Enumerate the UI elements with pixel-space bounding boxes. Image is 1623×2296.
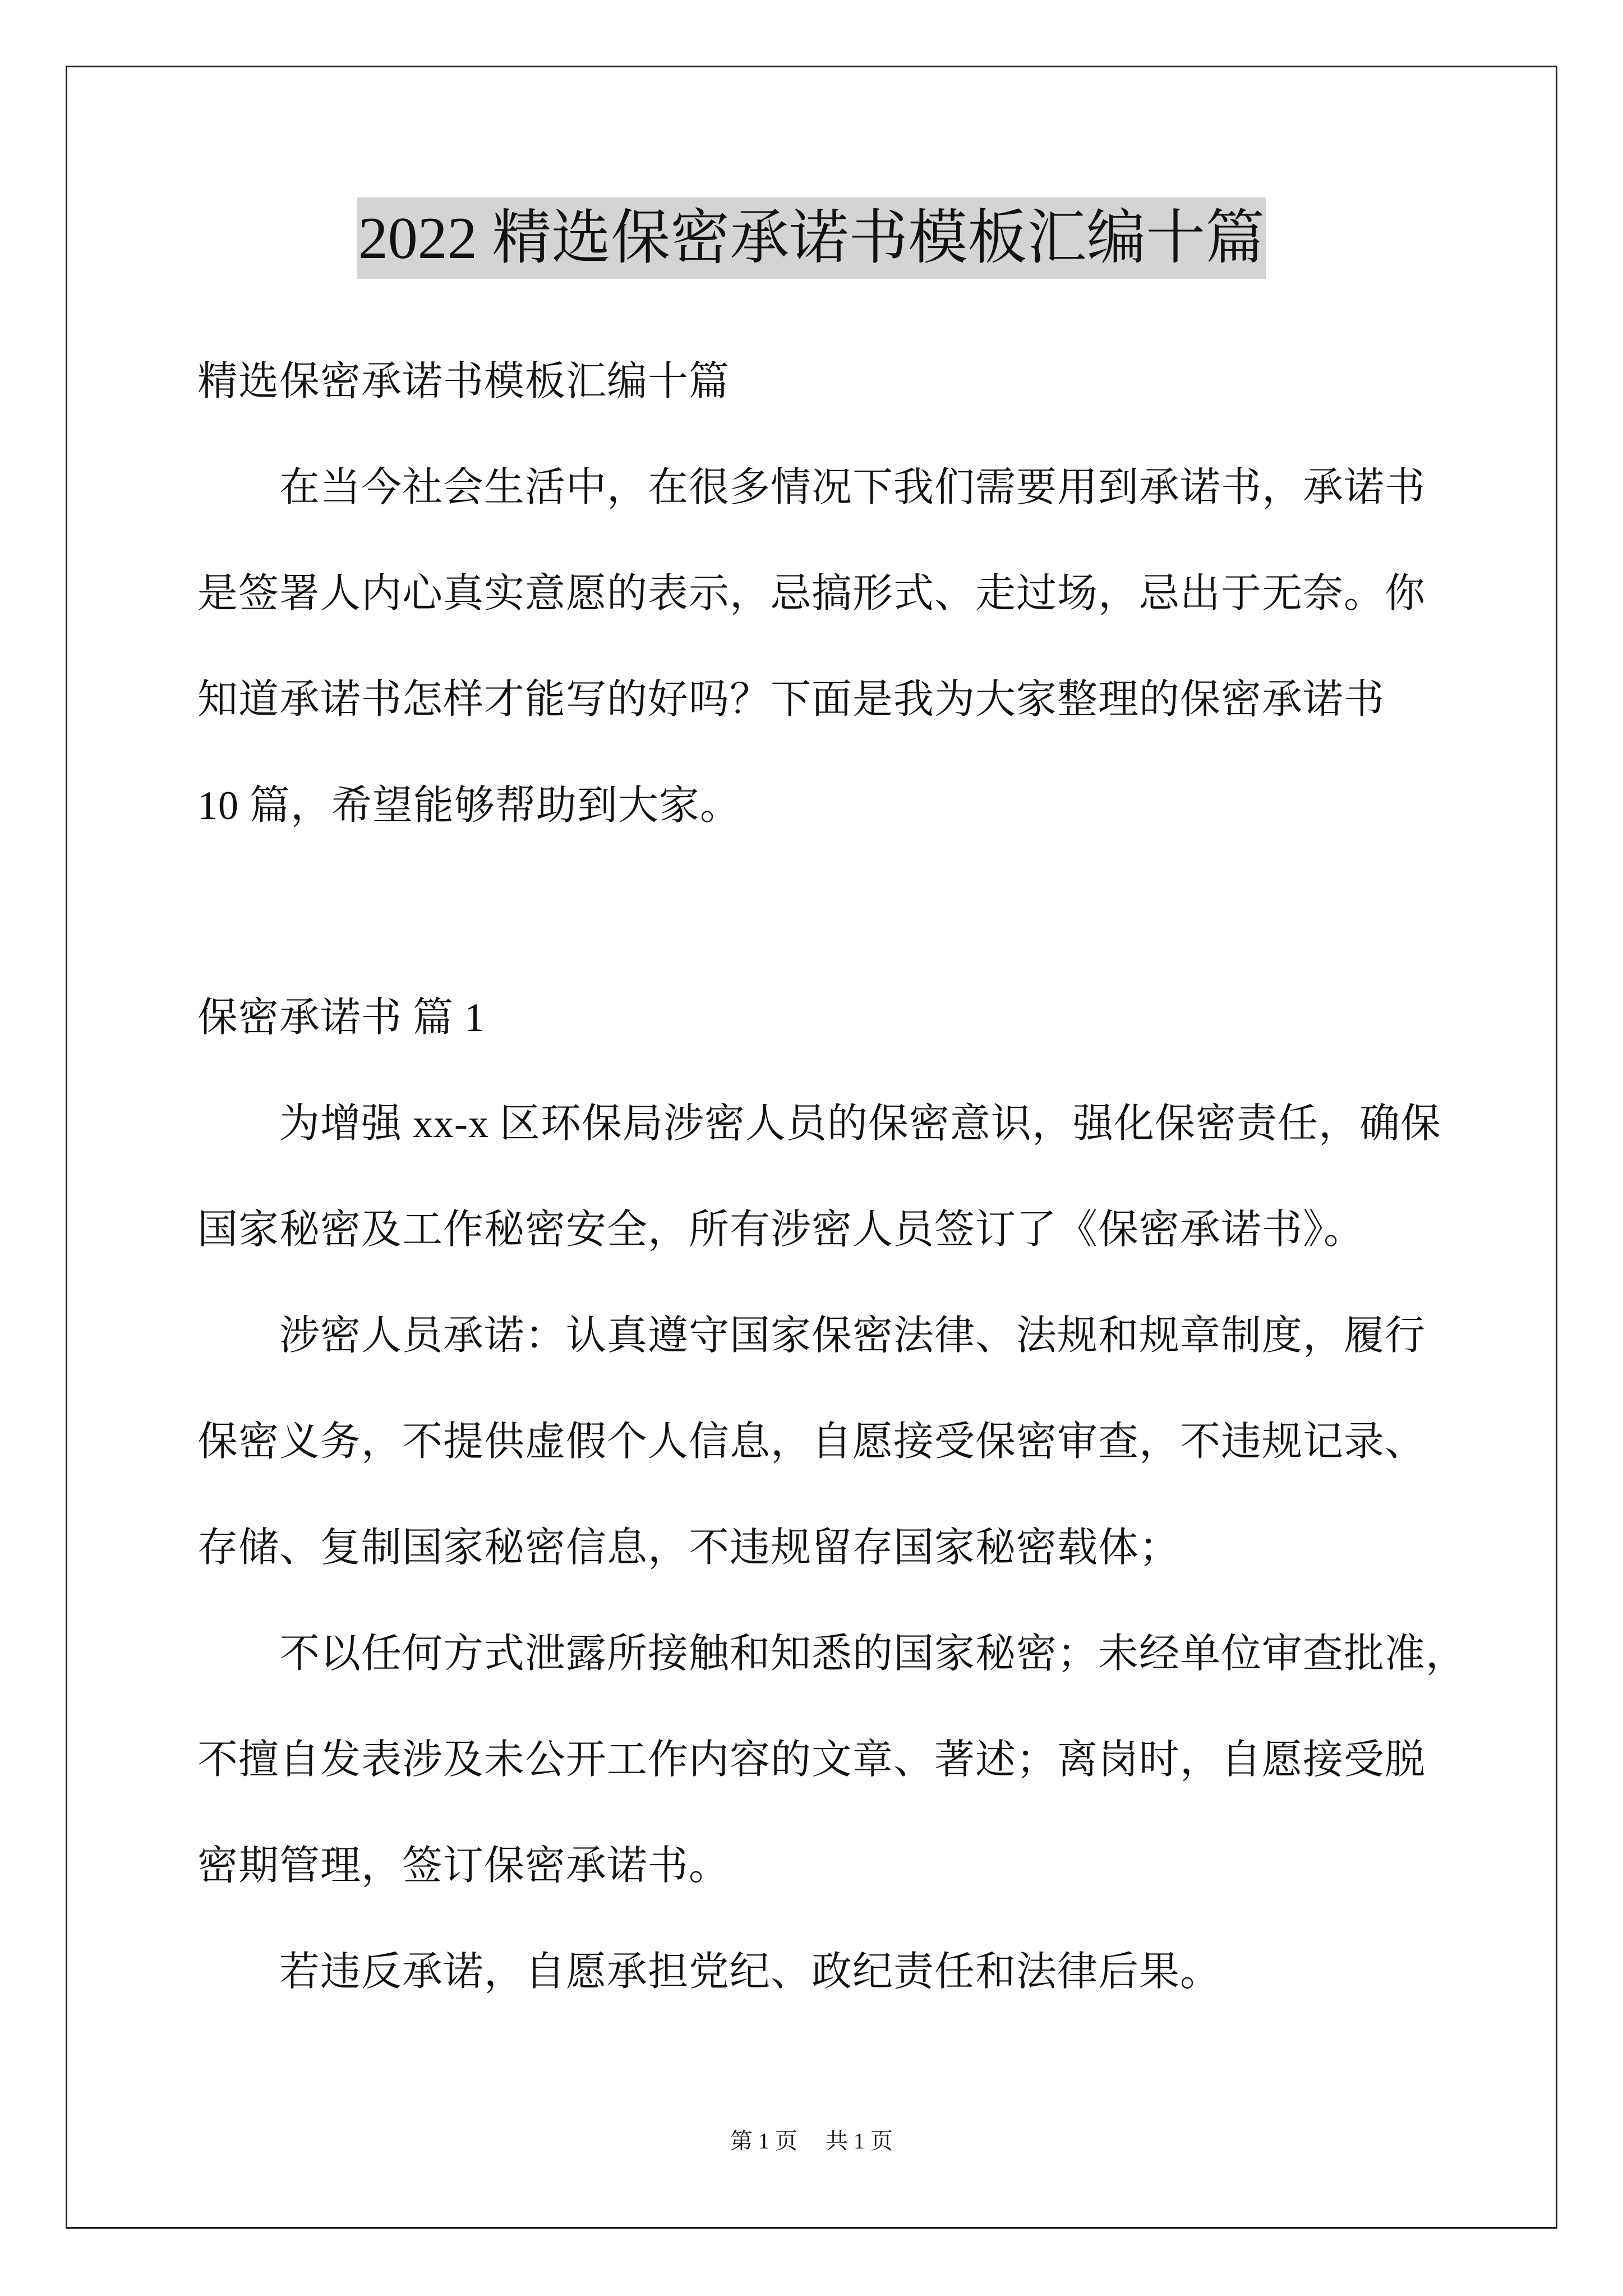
paragraph: [197, 1071, 1543, 1283]
paragraph-line: 10 篇，希望能够帮助到大家。: [197, 783, 741, 828]
paragraph-line: 保密义务，不提供虚假个人信息，自愿接受保密审查，不违规记录、: [197, 1419, 1426, 1464]
paragraph-line: 在当今社会生活中，在很多情况下我们需要用到承诺书，承诺书: [279, 465, 1426, 510]
document-body: [197, 329, 1543, 2025]
section-heading: 保密承诺书 篇 1: [197, 995, 486, 1040]
subtitle: 精选保密承诺书模板汇编十篇: [197, 359, 730, 404]
paragraph-line: 密期管理，签订保密承诺书。: [197, 1843, 730, 1888]
paragraph-line: 是签署人内心真实意愿的表示，忌搞形式、走过场，忌出于无奈。你: [197, 571, 1426, 616]
paragraph: [197, 1919, 1543, 2025]
page-number-current: 第 1 页: [730, 2128, 797, 2154]
paragraph-line: 不擅自发表涉及未公开工作内容的文章、著述；离岗时，自愿接受脱: [197, 1737, 1426, 1782]
paragraph-line: 不以任何方式泄露所接触和知悉的国家秘密；未经单位审查批准，: [279, 1631, 1467, 1676]
document-title: [66, 197, 1557, 279]
paragraph-line: 涉密人员承诺：认真遵守国家保密法律、法规和规章制度，履行: [279, 1313, 1426, 1358]
title-highlight: 2022 精选保密承诺书模板汇编十篇: [357, 197, 1266, 279]
paragraph: [197, 1601, 1543, 1919]
intro-paragraph: [197, 435, 1543, 859]
paragraph-line: 若违反承诺，自愿承担党纪、政纪责任和法律后果。: [279, 1949, 1221, 1994]
blank-line: [197, 859, 1543, 965]
page-footer: [66, 2124, 1557, 2158]
paragraph: [197, 1283, 1543, 1601]
paragraph-line: 存储、复制国家秘密信息，不违规留存国家秘密载体；: [197, 1525, 1181, 1570]
paragraph-line: 国家秘密及工作秘密安全，所有涉密人员签订了《保密承诺书》。: [197, 1207, 1365, 1252]
page-number-total: 共 1 页: [826, 2128, 893, 2154]
paragraph-line: 知道承诺书怎样才能写的好吗？下面是我为大家整理的保密承诺书: [197, 677, 1385, 722]
paragraph-line: 为增强 xx-x 区环保局涉密人员的保密意识，强化保密责任，确保: [279, 1101, 1441, 1146]
